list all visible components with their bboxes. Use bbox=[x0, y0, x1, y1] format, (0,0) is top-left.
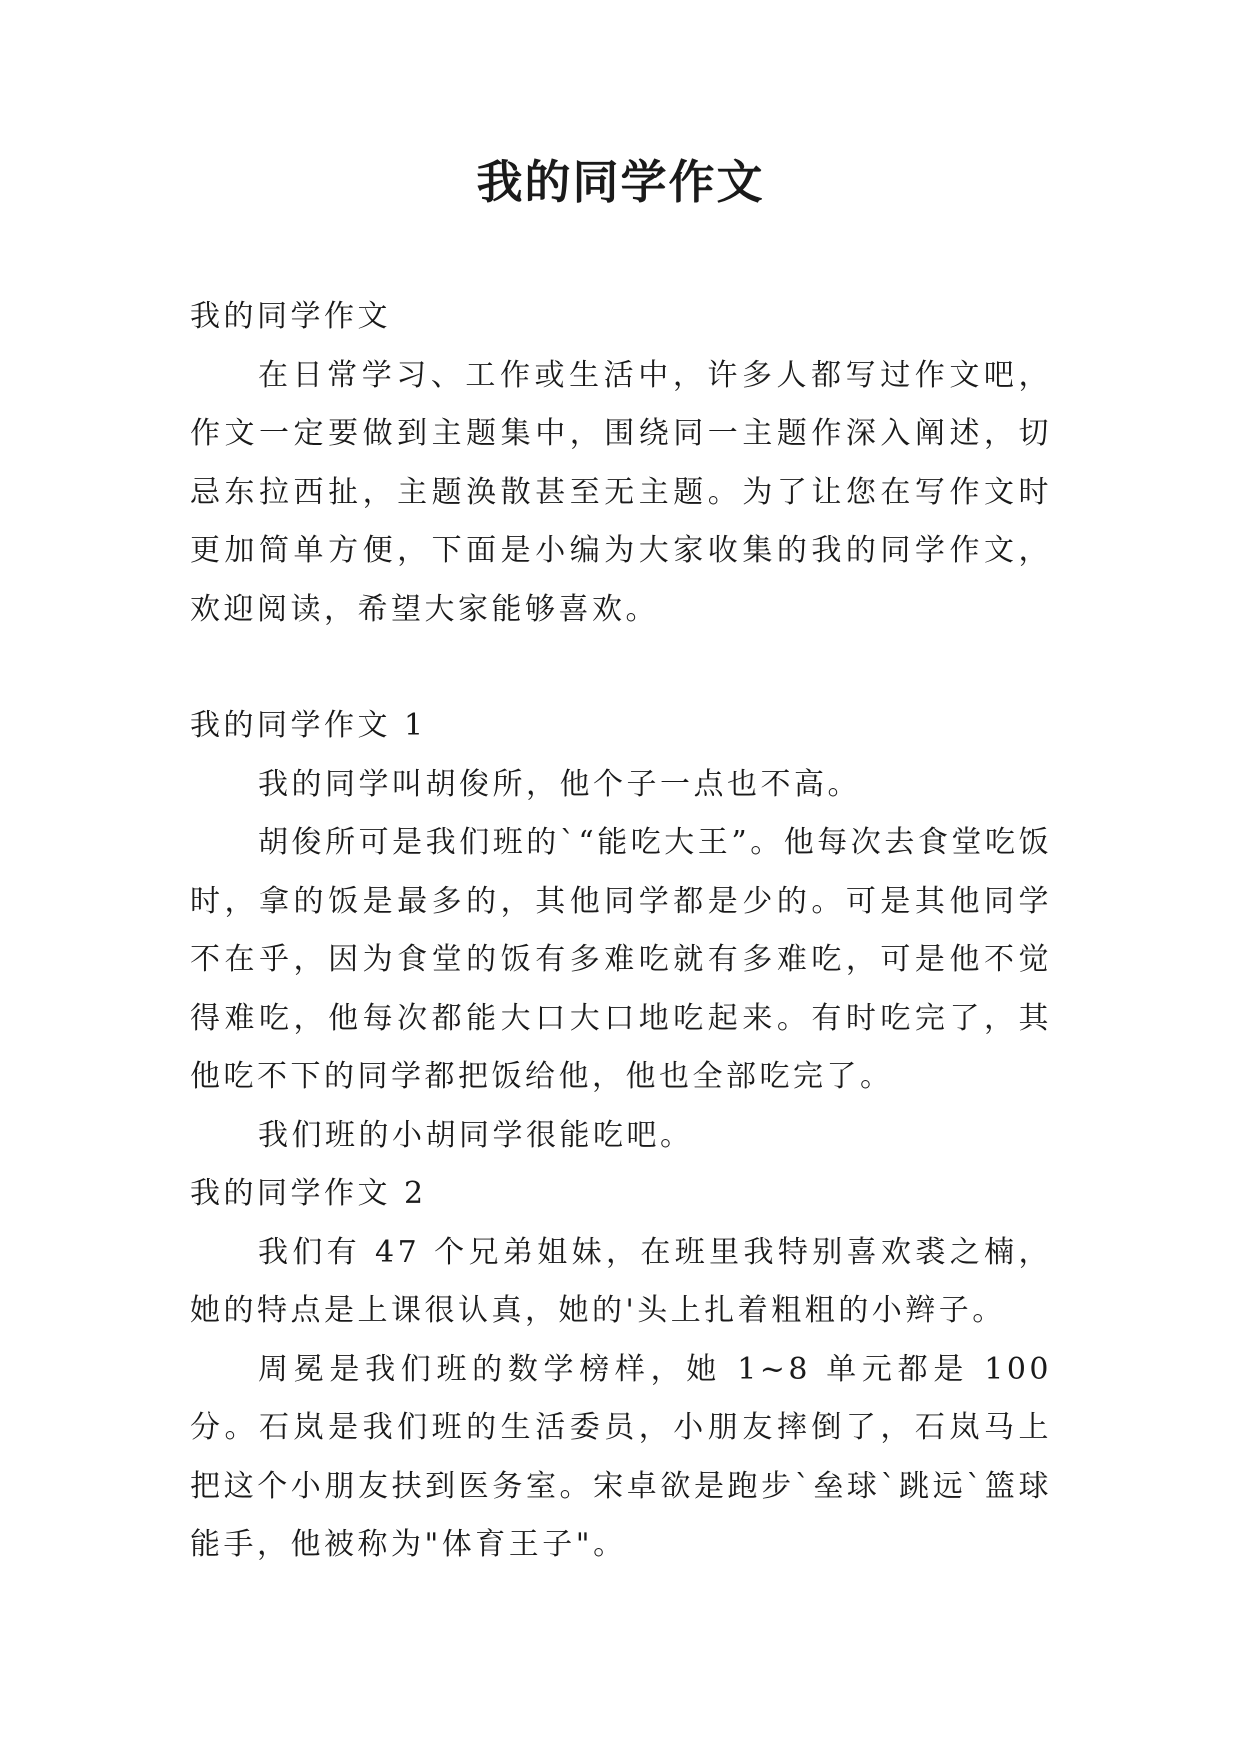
document-body bbox=[190, 288, 1052, 1575]
document-title: 我的同学作文 bbox=[476, 155, 765, 209]
essay-1-paragraph-1: 我的同学叫胡俊所，他个子一点也不高。 bbox=[258, 766, 861, 802]
essay-2-heading: 我的同学作文 2 bbox=[190, 1176, 427, 1211]
section-spacer bbox=[190, 639, 1052, 697]
essay-1-heading: 我的同学作文 1 bbox=[190, 708, 427, 743]
essay-1-paragraph-3: 我们班的小胡同学很能吃吧。 bbox=[258, 1117, 694, 1153]
essay-2-paragraph-2: 周冕是我们班的数学榜样，她 1~8 单元都是 100 分。石岚是我们班的生活委员，小朋友摔倒了，石岚马上把这个小朋友扶到医务室。宋卓欲是跑步`垒球`跳远`篮球能手，他被称为"体育王子"。 bbox=[190, 1351, 1052, 1562]
intro-heading: 我的同学作文 bbox=[190, 299, 391, 334]
essay-2-paragraph-1: 我们有 47 个兄弟姐妹，在班里我特别喜欢裘之楠，她的特点是上课很认真，她的'头上扎着粗粗的小辫子。 bbox=[190, 1234, 1052, 1328]
essay-1-paragraph-2: 胡俊所可是我们班的`“能吃大王”。他每次去食堂吃饭时，拿的饭是最多的，其他同学都是少的。可是其他同学不在乎，因为食堂的饭有多难吃就有多难吃，可是他不觉得难吃，他每次都能大口大口地吃起来。有时吃完了，其他吃不下的同学都把饭给他，他也全部吃完了。 bbox=[190, 825, 1052, 1094]
intro-paragraph: 在日常学习、工作或生活中，许多人都写过作文吧，作文一定要做到主题集中，围绕同一主题作深入阐述，切忌东拉西扯，主题涣散甚至无主题。为了让您在写作文时更加简单方便，下面是小编为大家收集的我的同学作文，欢迎阅读，希望大家能够喜欢。 bbox=[190, 357, 1052, 627]
